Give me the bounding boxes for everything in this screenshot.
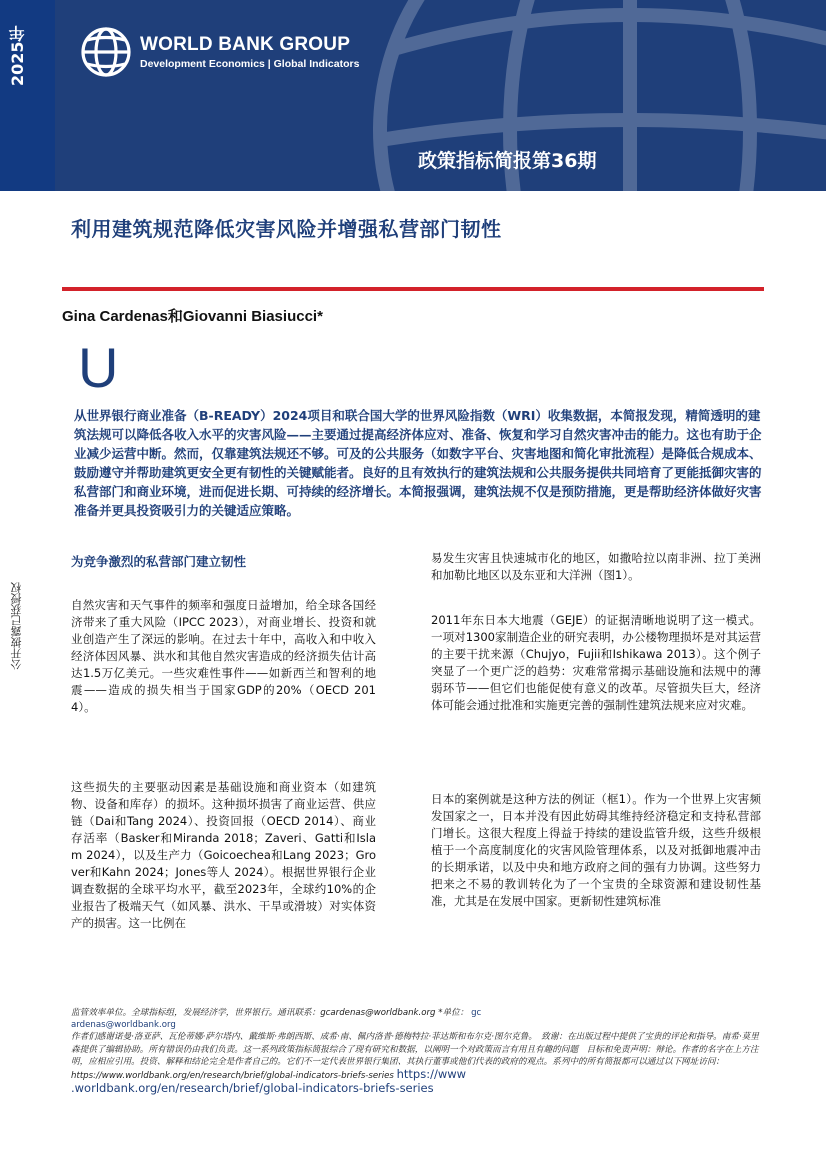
body-paragraph: 这些损失的主要驱动因素是基础设施和商业资本（如建筑物、设备和库存）的损坏。这种损坏损害了商业运营、供应链（Dai和Tang 2024）、投资回报（OECD 2014）、商业存活率（Basker和Miranda 2018；Zaveri、Gatti和Islam 2024），以及生产力（Goicoechea和Lang 2023；Grover和Kahn 2024；Jones等人 2024）。根据世界银行企业调查数据的全球平均水平，截至2023年，全球约10%的企业报告了极端天气（如风暴、洪水、干旱或滑坡）对实体资产的损害。这一比例在 xyxy=(71,780,376,930)
year-tag: 2025年 xyxy=(8,25,27,86)
page-title: 利用建筑规范降低灾害风险并增强私营部门韧性 xyxy=(71,217,502,241)
footnote-unit: 监管效率单位。全球指标组，发展经济学，世界银行。通讯联系：gcardenas@worldbank.org *单位： xyxy=(71,1008,469,1018)
drop-cap: U xyxy=(78,336,119,399)
body-paragraph: 易发生灾害且快速城市化的地区，如撒哈拉以南非洲、拉丁美洲和加勒比地区以及东亚和大洋洲（图1）。 xyxy=(431,551,761,582)
brief-number: 政策指标简报第36期 xyxy=(418,150,597,172)
faint-margin-text-2 xyxy=(8,820,28,950)
email-link-part[interactable]: gc xyxy=(471,1008,482,1018)
body-paragraph: 日本的案例就是这种方法的例证（框1）。作为一个世界上灾害频发国家之一，日本并没有因此妨碍其维持经济稳定和支持私营部门增长。这很大程度上得益于持续的建设监管升级，这些升级根植于一个高度制度化的灾害风险管理体系，以及对抵御地震冲击的长期承诺，以及中央和地方政府之间的强有力协调。这些努力把来之不易的教训转化为了一个宝贵的全球资源和建设韧性基准，尤其是在发展中国家。更新韧性建筑标准 xyxy=(431,792,761,908)
abstract: 从世界银行商业准备（B-READY）2024项目和联合国大学的世界风险指数（WRI）收集数据，本简报发现，精简透明的建筑法规可以降低各收入水平的灾害风险——主要通过提高经济体应对、准备、恢复和学习自然灾害冲击的能力。这也有助于企业减少运营中断。然而，仅靠建筑法规还不够。可及的公共服务（如数字平台、灾害地图和简化审批流程）是降低合规成本、鼓励遵守并帮助建筑更安全更有韧性的关键赋能者。良好的且有效执行的建筑法规和公共服务提供共同培育了更能抵御灾害的私营部门和商业环境，进而促进长期、可持续的经济增长。本简报强调，建筑法规不仅是预防措施，更是帮助经济体做好灾害准备并更具投资吸引力的关键适应策略。 xyxy=(74,408,762,518)
body-paragraph: 2011年东日本大地震（GEJE）的证据清晰地说明了这一模式。一项对1300家制造企业的研究表明，办公楼物理损坏是对其运营的主要干扰来源（Chujyo，Fujii和Ishikawa 2013）。这个例子突显了一个更广泛的趋势：灾难常常揭示基础设施和法规中的薄弱环节——但它们也能促使有意义的改革。尽管损失巨大，经济体可能会通过批准和实施更完善的强制性建筑法规来应对灾难。 xyxy=(431,613,761,712)
authors: Gina Cardenas和Giovanni Biasiucci* xyxy=(62,308,323,325)
world-bank-globe-icon xyxy=(80,26,132,78)
series-link[interactable]: https://www xyxy=(396,1067,467,1082)
org-name: WORLD BANK GROUP xyxy=(140,34,351,55)
footnote xyxy=(71,1007,766,1096)
body-paragraph: 自然灾害和天气事件的频率和强度日益增加，给全球各国经济带来了重大风险（IPCC 2023），对商业增长、投资和就业创造产生了深远的影响。在过去十年中，高收入和中收入经济体因风暴、洪水和其他自然灾害造成的经济损失估计高达1.5万亿美元。一些灾难性事件——如新西兰和智利的地震——造成的损失相当于国家GDP的20%（OECD 2014）。 xyxy=(71,598,376,714)
series-link-continued[interactable]: .worldbank.org/en/research/brief/global-indicators-briefs-series xyxy=(71,1081,434,1096)
title-divider xyxy=(62,287,764,291)
org-subtitle: Development Economics | Global Indicators xyxy=(140,58,360,70)
section-heading: 为竞争激烈的私营部门建立韧性 xyxy=(71,554,247,569)
email-link[interactable]: ardenas@worldbank.org xyxy=(71,1020,176,1031)
footnote-acknowledgements: 作者们感谢诺曼·洛亚萨、瓦伦蒂娜·萨尔塔内、戴维斯·弗朗西斯、成希·南、佩内洛普·德梅特拉·菲达斯和布尔克·图尔克鲁。 致谢：在出版过程中提供了宝贵的评论和指导。南希·莫里森提供了编辑协助。所有错误仍由我们负责。这一系列政策指标简报综合了现有研究和数据，以阐明一个对政策而言有用且有趣的问题 目标和免责声明：辩论。作者的名字在上方注明，应相应引用。投资、解释和结论完全是作者自己的。它们不一定代表世界银行集团、其执行董事或他们代表的政府的观点。系列中的所有简报都可以通过以下网址访问：https://www.worldbank.org/en/research/brief/global-indicators-briefs-series xyxy=(71,1032,759,1082)
disclosure-note: 公开披露已获授权 xyxy=(10,582,23,670)
faint-margin-text xyxy=(8,330,28,460)
